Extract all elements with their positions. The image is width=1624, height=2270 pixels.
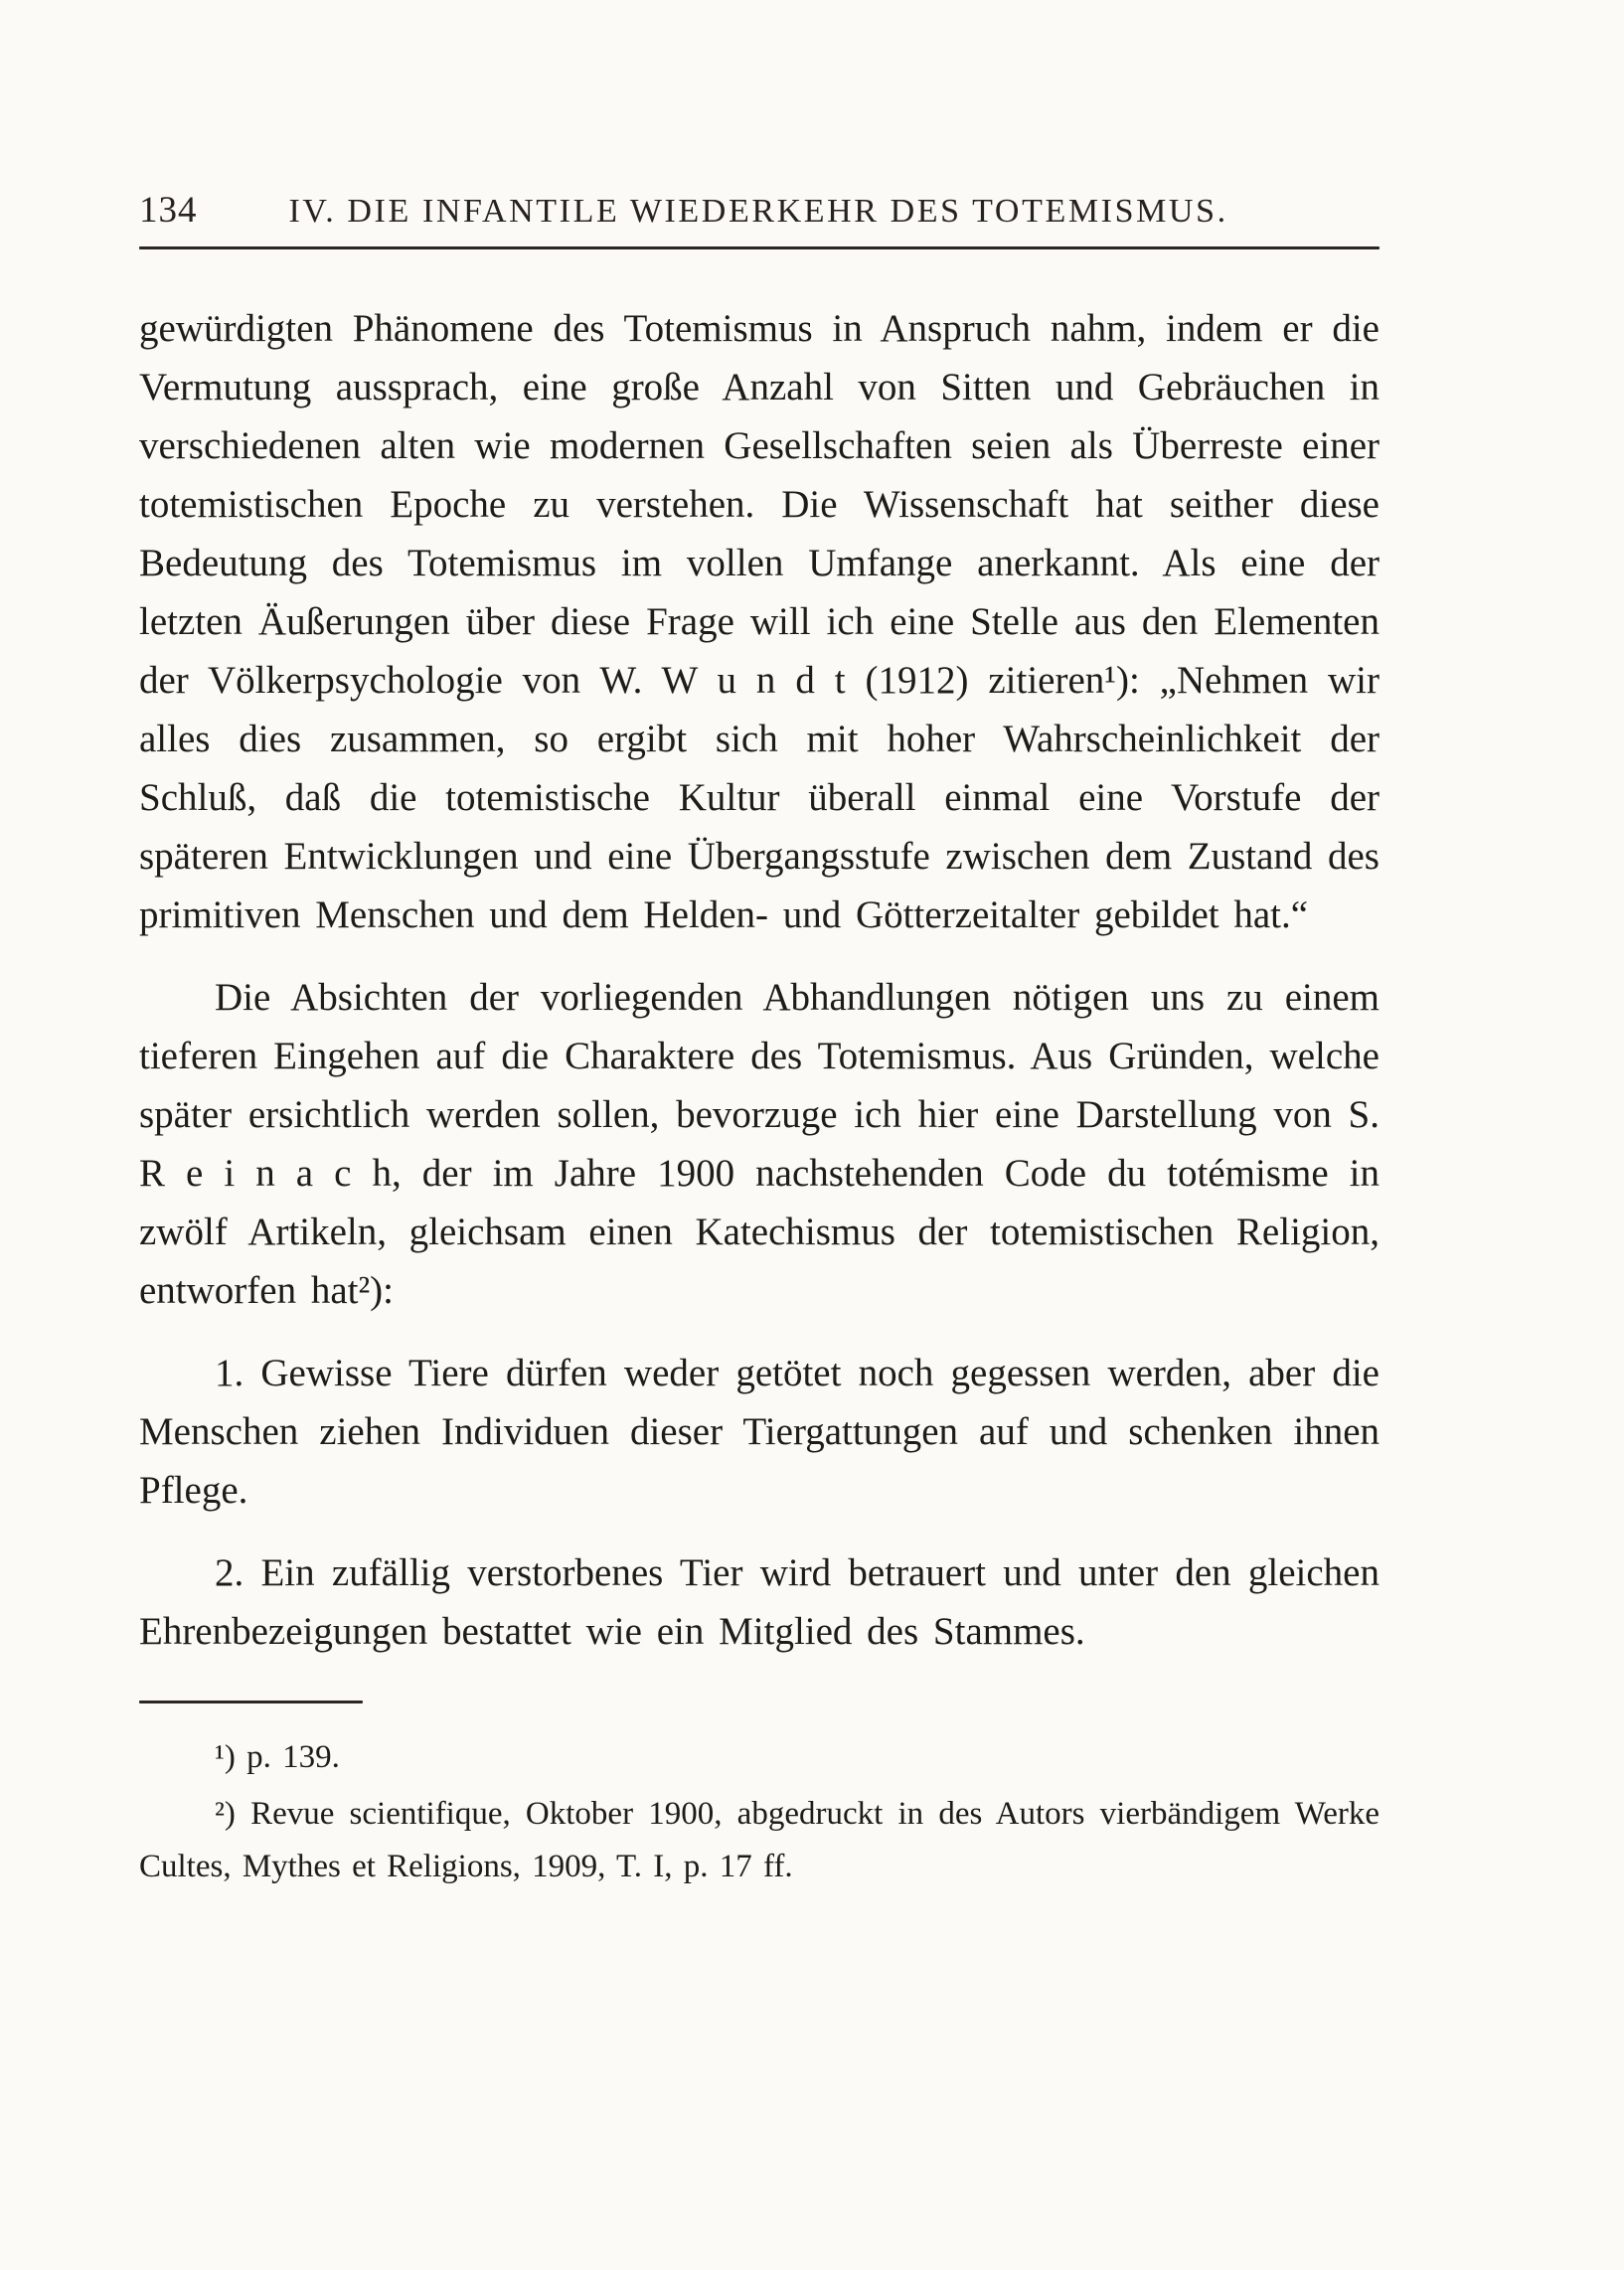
page-header: [139, 189, 1380, 232]
body-paragraph-4: 2. Ein zufällig verstorbenes Tier wird betrauert und unter den gleichen Ehrenbezeigungen bestattet wie ein Mitglied des Stammes.: [139, 1551, 1380, 1653]
page-body: [139, 299, 1380, 1661]
footnote-rule: [139, 1701, 363, 1703]
footnote-2: ²) Revue scientifique, Oktober 1900, abgedruckt in des Autors vierbändigem Werke Cultes, Mythes et Religions, 1909, T. I, p. 17 ff.: [139, 1796, 1380, 1884]
body-paragraph-3: 1. Gewisse Tiere dürfen weder getötet noch gegessen werden, aber die Menschen ziehen Individuen dieser Tiergattungen auf und schenken ihnen Pflege.: [139, 1352, 1380, 1512]
header-rule: [139, 246, 1380, 249]
chapter-title: IV. DIE INFANTILE WIEDERKEHR DES TOTEMISMUS.: [288, 193, 1228, 230]
footnote-1: ¹) p. 139.: [215, 1739, 340, 1775]
footnotes: [139, 1731, 1380, 1893]
body-paragraph-1: gewürdigten Phänomene des Totemismus in Anspruch nahm, indem er die Vermutung aussprach, eine große Anzahl von Sitten und Gebräuchen in verschiedenen alten wie modernen Gesellschaften seien als Überreste einer totemistischen Epoche zu verstehen. Die Wissenschaft hat seither diese Bedeutung des Totemismus im vollen Umfange anerkannt. Als eine der letzten Äußerungen über diese Frage will ich eine Stelle aus den Elementen der Völkerpsychologie von W. W u n d t (1912) zitieren¹): „Nehmen wir alles dies zusammen, so ergibt sich mit hoher Wahrscheinlichkeit der Schluß, daß die totemistische Kultur überall einmal eine Vorstufe der späteren Entwicklungen und eine Übergangsstufe zwischen dem Zustand des primitiven Menschen und dem Helden- und Götterzeitalter gebildet hat.“: [139, 307, 1380, 936]
page-number: 134: [139, 190, 198, 231]
body-paragraph-2: Die Absichten der vorliegenden Abhandlungen nötigen uns zu einem tieferen Eingehen auf die Charaktere des Totemismus. Aus Gründen, welche später ersichtlich werden sollen, bevorzuge ich hier eine Darstellung von S. R e i n a c h, der im Jahre 1900 nachstehenden Code du totémisme in zwölf Artikeln, gleichsam einen Katechismus der totemistischen Religion, entworfen hat²):: [139, 976, 1380, 1312]
